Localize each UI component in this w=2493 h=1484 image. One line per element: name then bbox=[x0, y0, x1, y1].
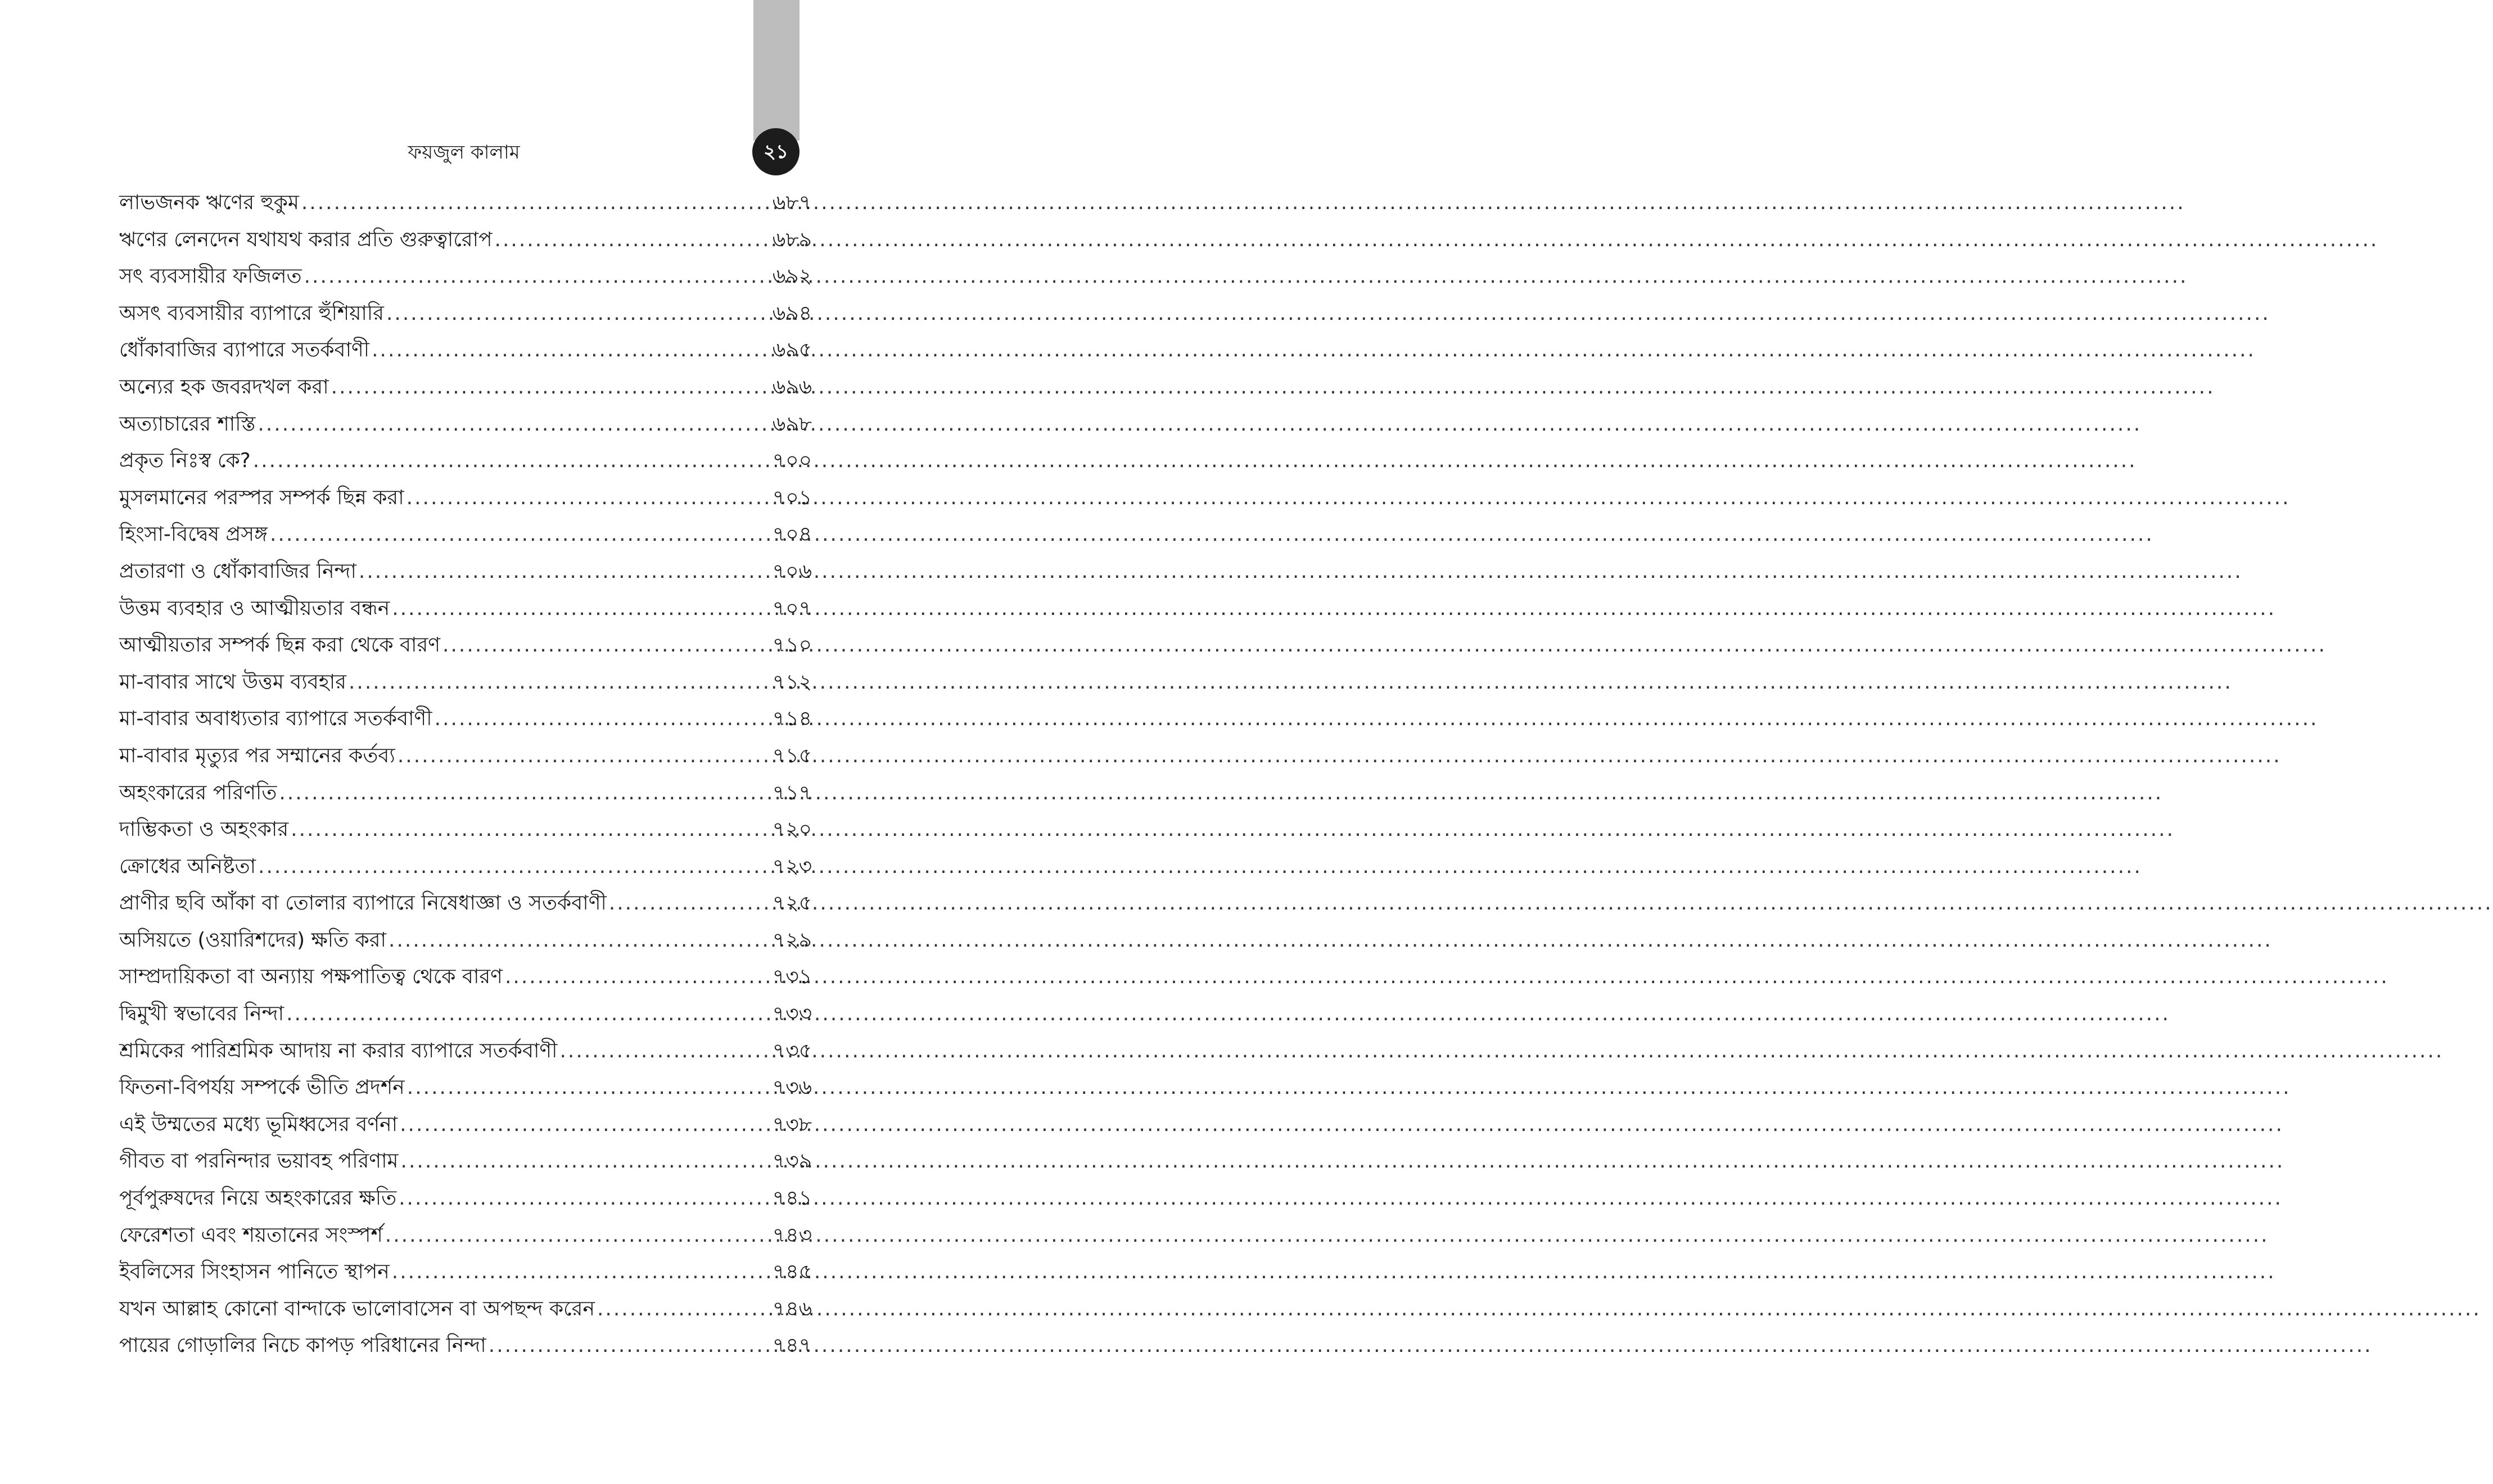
toc-entry-page-number: ৭২৩ bbox=[772, 854, 812, 878]
toc-dot-leader bbox=[609, 885, 762, 922]
toc-dot-leader bbox=[407, 479, 762, 517]
toc-entry-title: ধোঁকাবাজির ব্যাপারে সতর্কবাণী bbox=[119, 338, 370, 362]
toc-dot-leader bbox=[385, 1217, 762, 1254]
toc-entry-title: মা-বাবার অবাধ্যতার ব্যাপারে সতর্কবাণী bbox=[119, 707, 432, 731]
toc-entry[interactable] bbox=[119, 1254, 812, 1291]
toc-entry[interactable] bbox=[119, 406, 812, 443]
toc-entry[interactable] bbox=[119, 775, 812, 812]
toc-entry[interactable] bbox=[119, 553, 812, 590]
toc-entry-title: পায়ের গোড়ালির নিচে কাপড় পরিধানের নিন্দা bbox=[119, 1334, 486, 1358]
toc-dot-leader bbox=[442, 627, 762, 664]
toc-entry-title: সৎ ব্যবসায়ীর ফজিলত bbox=[119, 265, 302, 288]
toc-dot-leader bbox=[505, 958, 762, 996]
toc-entry[interactable] bbox=[119, 369, 812, 406]
toc-entry-page-number: ৭০৬ bbox=[772, 559, 812, 583]
toc-entry-title: মুসলমানের পরস্পর সম্পর্ক ছিন্ন করা bbox=[119, 486, 404, 509]
toc-dot-leader bbox=[392, 1254, 762, 1291]
toc-entry[interactable] bbox=[119, 922, 812, 959]
toc-entry-page-number: ৭৪১ bbox=[772, 1187, 812, 1210]
toc-entry-page-number: ৬৯২ bbox=[772, 265, 812, 288]
toc-entry-title: মা-বাবার সাথে উত্তম ব্যবহার bbox=[119, 670, 346, 694]
toc-entry[interactable] bbox=[119, 184, 812, 221]
toc-dot-leader bbox=[258, 406, 762, 443]
toc-entry-page-number: ৭৩৯ bbox=[772, 1150, 812, 1173]
toc-entry[interactable] bbox=[119, 479, 812, 517]
toc-entry-title: দাম্ভিকতা ও অহংকার bbox=[119, 818, 289, 841]
toc-entry-title: প্রকৃত নিঃস্ব কে? bbox=[119, 449, 251, 473]
toc-entry-title: ফিতনা-বিপর্যয় সম্পর্কে ভীতি প্রদর্শন bbox=[119, 1076, 405, 1100]
toc-entry-title: ঋণের লেনদেন যথাযথ করার প্রতি গুরুত্বারোপ bbox=[119, 228, 493, 251]
toc-entry-page-number: ৭৩৮ bbox=[772, 1112, 812, 1136]
toc-entry-page-number: ৭০০ bbox=[772, 449, 812, 473]
toc-entry[interactable] bbox=[119, 258, 812, 295]
toc-entry-page-number: ৭২৯ bbox=[772, 928, 812, 952]
toc-dot-leader bbox=[389, 922, 762, 959]
toc-entry[interactable] bbox=[119, 1069, 812, 1106]
toc-entry-page-number: ৭০৪ bbox=[772, 523, 812, 546]
toc-entry-page-number: ৭১৭ bbox=[772, 781, 812, 804]
toc-entry-page-number: ৭৩৫ bbox=[772, 1039, 812, 1062]
toc-entry[interactable] bbox=[119, 664, 812, 701]
toc-entry-page-number: ৭১২ bbox=[772, 670, 812, 694]
toc-entry-page-number: ৭২০ bbox=[772, 818, 812, 841]
toc-entry-page-number: ৭৩৬ bbox=[772, 1076, 812, 1100]
toc-entry[interactable] bbox=[119, 442, 812, 479]
toc-entry-page-number: ৬৯৬ bbox=[772, 375, 812, 399]
toc-entry[interactable] bbox=[119, 1327, 812, 1364]
toc-entry-page-number: ৭৪৭ bbox=[772, 1334, 812, 1358]
toc-dot-leader bbox=[359, 553, 762, 590]
toc-entry[interactable] bbox=[119, 295, 812, 332]
toc-dot-leader bbox=[253, 442, 762, 479]
toc-dot-leader bbox=[399, 1180, 762, 1217]
toc-entry-page-number: ৬৮৭ bbox=[772, 191, 812, 214]
toc-entry[interactable] bbox=[119, 1033, 812, 1070]
toc-entry-title: এই উম্মতের মধ্যে ভূমিধ্বসের বর্ণনা bbox=[119, 1112, 398, 1136]
toc-entry[interactable] bbox=[119, 1143, 812, 1180]
toc-entry-title: প্রতারণা ও ধোঁকাবাজির নিন্দা bbox=[119, 559, 356, 583]
toc-entry-title: অত্যাচারের শাস্তি bbox=[119, 412, 256, 436]
toc-entry-title: অসৎ ব্যবসায়ীর ব্যাপারে হুঁশিয়ারি bbox=[119, 301, 384, 325]
toc-dot-leader bbox=[392, 590, 762, 627]
toc-entry-page-number: ৭০৭ bbox=[772, 596, 812, 620]
toc-dot-leader bbox=[349, 664, 762, 701]
toc-entry[interactable] bbox=[119, 848, 812, 885]
toc-entry-title: আত্মীয়তার সম্পর্ক ছিন্ন করা থেকে বারণ bbox=[119, 634, 441, 657]
toc-entry[interactable] bbox=[119, 996, 812, 1033]
toc-entry-title: পূর্বপুরুষদের নিয়ে অহংকারের ক্ষতি bbox=[119, 1187, 397, 1210]
toc-entry-title: হিংসা-বিদ্বেষ প্রসঙ্গ bbox=[119, 523, 268, 546]
toc-entry-page-number: ৭৪৩ bbox=[772, 1223, 812, 1247]
toc-entry-page-number: ৭১০ bbox=[772, 634, 812, 657]
toc-entry-title: গীবত বা পরনিন্দার ভয়াবহ পরিণাম bbox=[119, 1150, 399, 1173]
toc-entry[interactable] bbox=[119, 221, 812, 259]
toc-entry[interactable] bbox=[119, 590, 812, 627]
toc-entry-title: শ্রমিকের পারিশ্রমিক আদায় না করার ব্যাপারে সতর্কবাণী bbox=[119, 1039, 558, 1062]
toc-entry-page-number: ৭২৫ bbox=[772, 892, 812, 915]
side-thumb-tab bbox=[753, 0, 800, 141]
toc-entry-title: দ্বিমুখী স্বভাবের নিন্দা bbox=[119, 1002, 284, 1026]
toc-entry-page-number: ৬৯৮ bbox=[772, 412, 812, 436]
toc-entry[interactable] bbox=[119, 1291, 812, 1328]
toc-entry[interactable] bbox=[119, 1180, 812, 1217]
toc-entry-title: অহংকারের পরিণতি bbox=[119, 781, 277, 804]
toc-entry-page-number: ৬৯৪ bbox=[772, 301, 812, 325]
toc-entry-title: অসিয়তে (ওয়ারিশদের) ক্ষতি করা bbox=[119, 928, 386, 952]
toc-entry-page-number: ৭৪৫ bbox=[772, 1260, 812, 1284]
toc-entry-title: মা-বাবার মৃত্যুর পর সম্মানের কর্তব্য bbox=[119, 744, 395, 767]
toc-dot-leader bbox=[301, 184, 762, 221]
toc-entry-page-number: ৭৩১ bbox=[772, 965, 812, 989]
toc-dot-leader bbox=[401, 1143, 763, 1180]
toc-entry-title: লাভজনক ঋণের হুকুম bbox=[119, 191, 299, 214]
toc-entry-page-number: ৭০১ bbox=[772, 486, 812, 509]
toc-dot-leader bbox=[304, 258, 762, 295]
toc-dot-leader bbox=[331, 369, 762, 406]
toc-dot-leader bbox=[495, 221, 762, 259]
toc-entry-page-number: ৭৪৬ bbox=[772, 1297, 812, 1320]
toc-entry[interactable] bbox=[119, 700, 812, 738]
toc-entry[interactable] bbox=[119, 738, 812, 775]
toc-entry-title: ইবলিসের সিংহাসন পানিতে স্থাপন bbox=[119, 1260, 390, 1284]
toc-entry[interactable] bbox=[119, 1217, 812, 1254]
toc-dot-leader bbox=[400, 1106, 762, 1143]
toc-dot-leader bbox=[559, 1033, 762, 1070]
toc-entry-page-number: ৭১৪ bbox=[772, 707, 812, 731]
toc-entry-page-number: ৭৩৩ bbox=[772, 1002, 812, 1026]
toc-dot-leader bbox=[489, 1327, 762, 1364]
toc-entry-title: ফেরেশতা এবং শয়তানের সংস্পর্শ bbox=[119, 1223, 383, 1247]
page-number-badge: ২১ bbox=[752, 128, 800, 175]
toc-dot-leader bbox=[407, 1069, 762, 1106]
toc-dot-leader bbox=[258, 848, 762, 885]
toc-entry[interactable] bbox=[119, 811, 812, 848]
toc-dot-leader bbox=[435, 700, 762, 738]
toc-entry[interactable] bbox=[119, 516, 812, 553]
toc-entry[interactable] bbox=[119, 1106, 812, 1143]
toc-dot-leader bbox=[597, 1291, 762, 1328]
toc-entry-page-number: ৬৮৯ bbox=[772, 228, 812, 251]
table-of-contents bbox=[119, 184, 812, 1364]
toc-entry-title: উত্তম ব্যবহার ও আত্মীয়তার বন্ধন bbox=[119, 596, 390, 620]
toc-dot-leader bbox=[270, 516, 762, 553]
toc-dot-leader bbox=[291, 811, 762, 848]
toc-entry-title: সাম্প্রদায়িকতা বা অন্যায় পক্ষপাতিত্ব থেকে বারণ bbox=[119, 965, 503, 989]
toc-entry-title: প্রাণীর ছবি আঁকা বা তোলার ব্যাপারে নিষেধাজ্ঞা ও সতর্কবাণী bbox=[119, 892, 607, 915]
toc-entry-title: ক্রোধের অনিষ্টতা bbox=[119, 854, 256, 878]
toc-entry[interactable] bbox=[119, 627, 812, 664]
toc-dot-leader bbox=[279, 775, 762, 812]
toc-entry-page-number: ৭১৫ bbox=[772, 744, 812, 767]
toc-dot-leader bbox=[372, 332, 762, 369]
toc-entry-title: অন্যের হক জবরদখল করা bbox=[119, 375, 329, 399]
toc-entry-title: যখন আল্লাহ কোনো বান্দাকে ভালোবাসেন বা অপছন্দ করেন bbox=[119, 1297, 595, 1320]
toc-entry-page-number: ৬৯৫ bbox=[772, 338, 812, 362]
toc-dot-leader bbox=[286, 996, 762, 1033]
toc-dot-leader bbox=[386, 295, 762, 332]
toc-dot-leader bbox=[398, 738, 762, 775]
toc-entry[interactable] bbox=[119, 958, 812, 996]
toc-entry[interactable] bbox=[119, 332, 812, 369]
running-title: ফয়জুল কালাম bbox=[408, 141, 520, 164]
toc-entry[interactable] bbox=[119, 885, 812, 922]
